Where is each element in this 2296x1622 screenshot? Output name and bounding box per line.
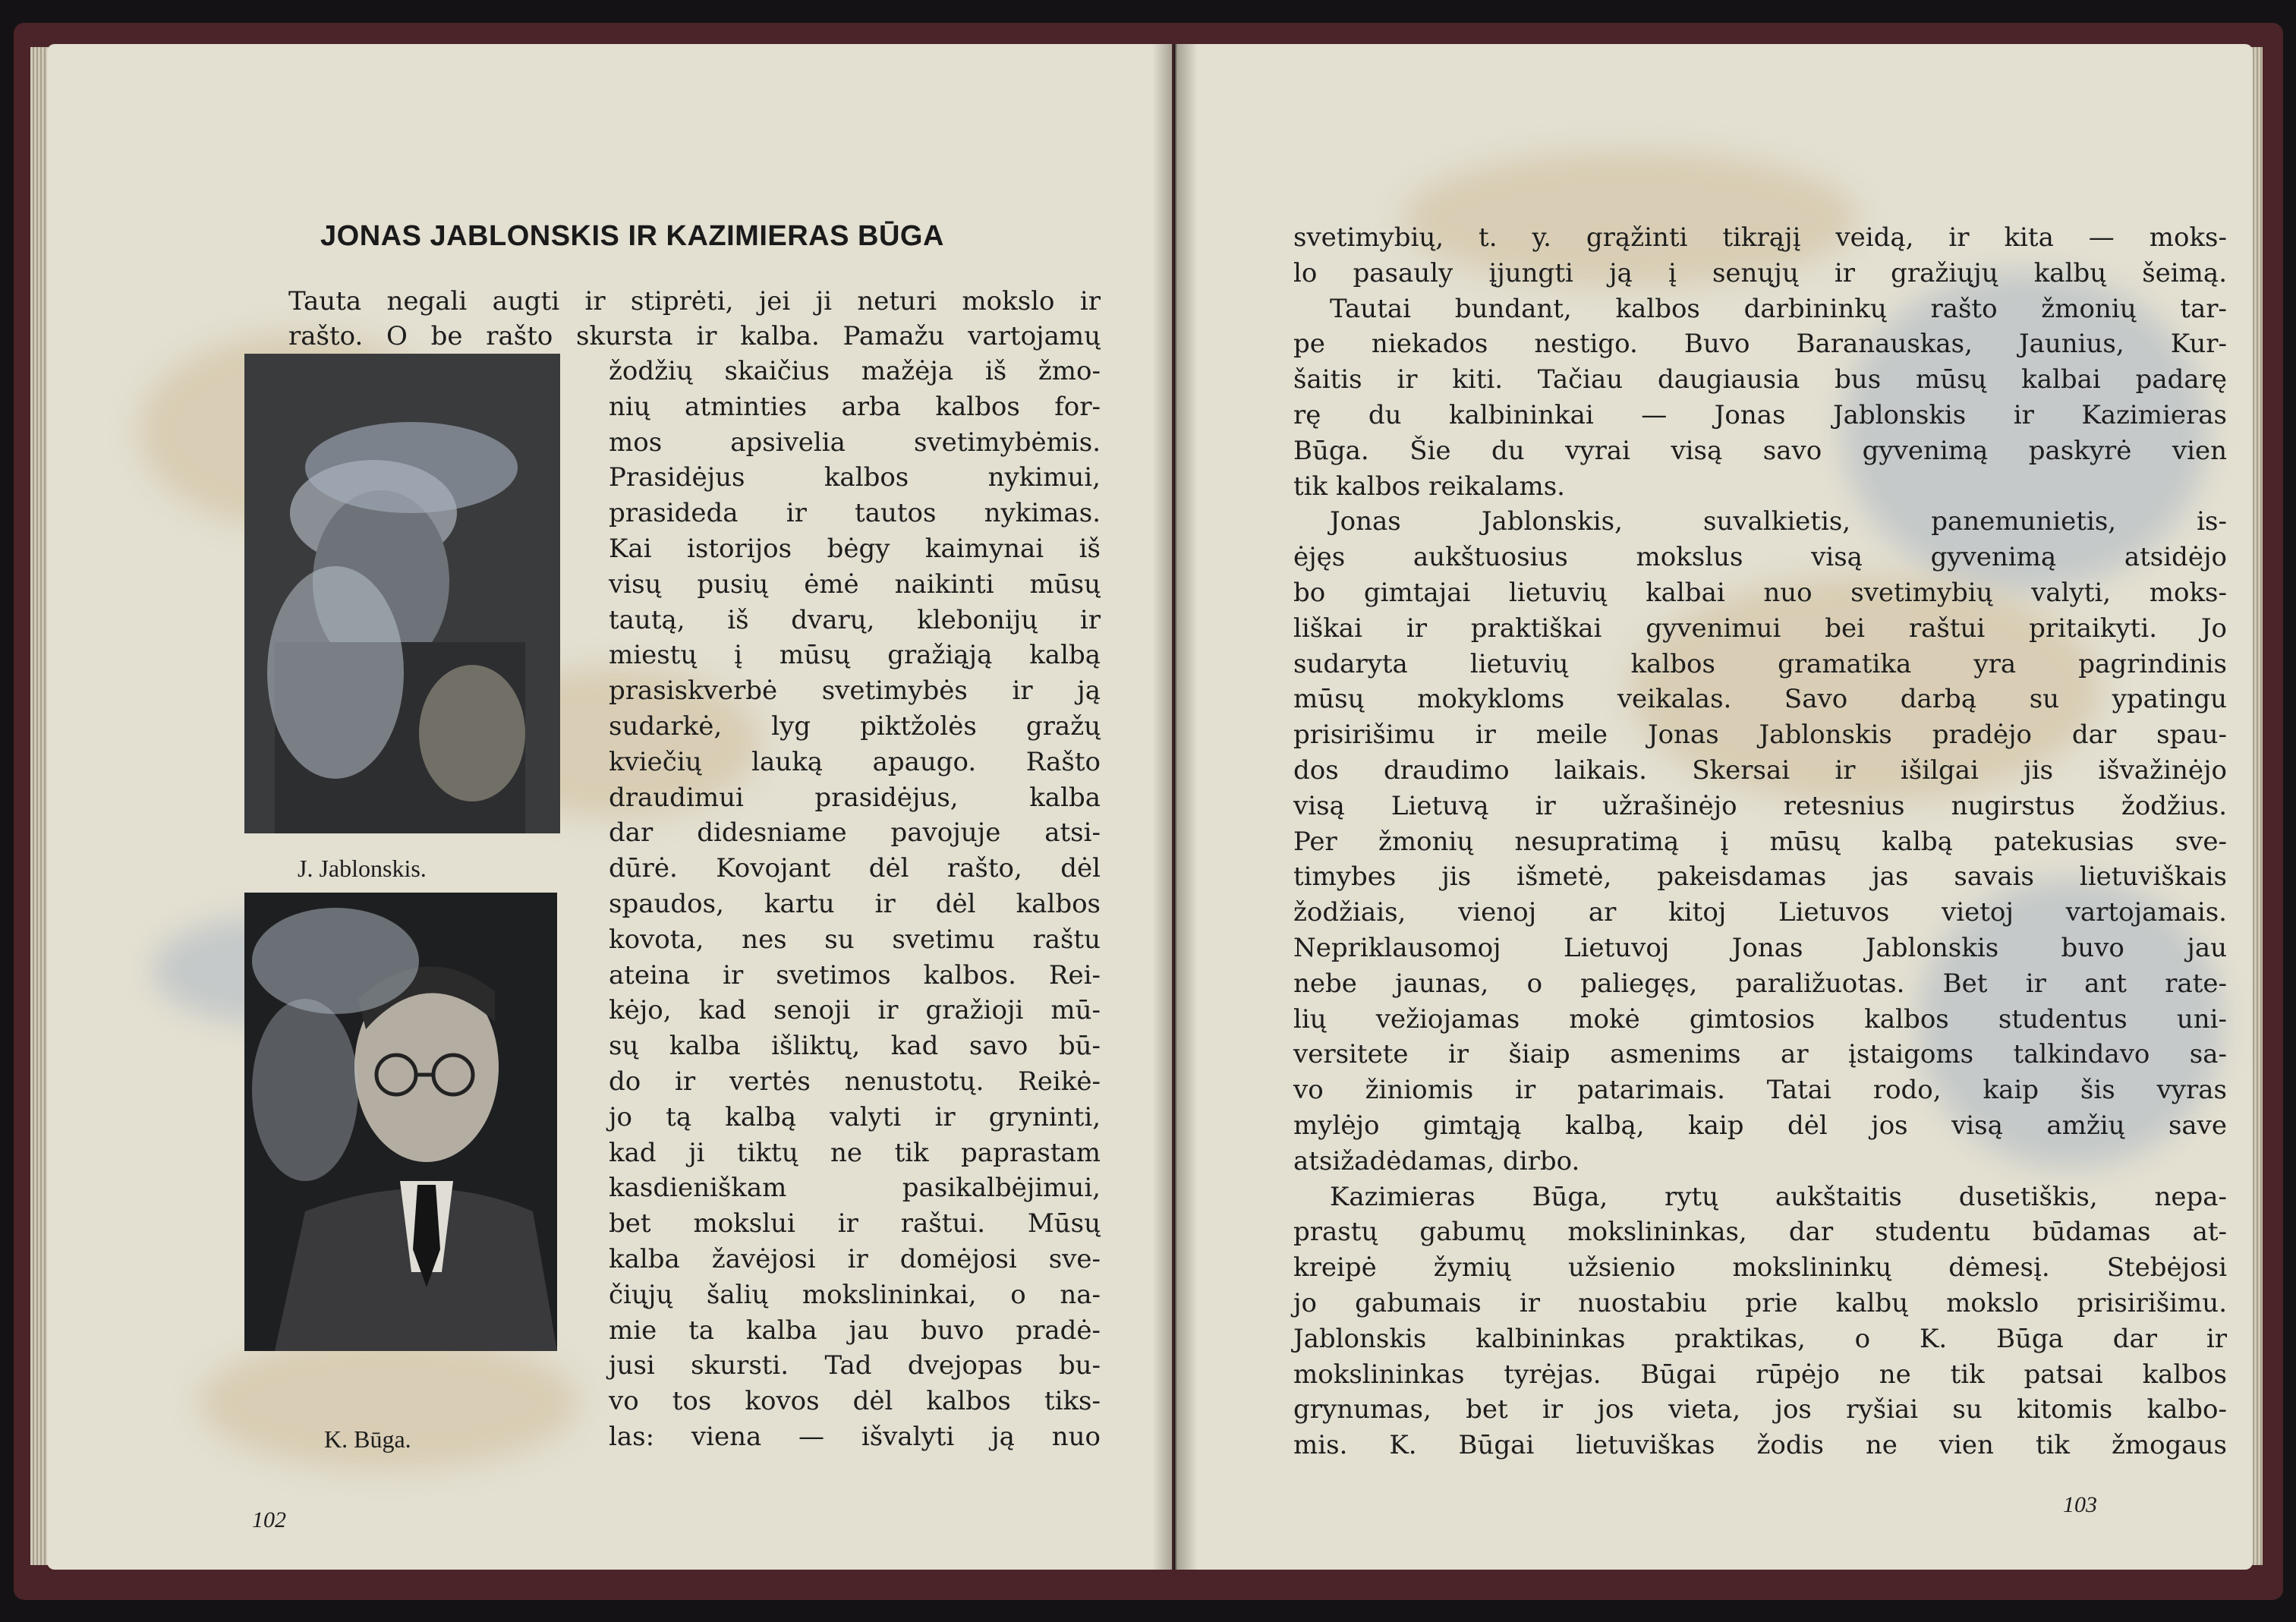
text-line: svetimybių, t. y. grąžinti tikrąjį veidą, ir kita — moks- [1293,222,2227,253]
page-number-left: 102 [252,1507,286,1532]
text-line: kad ji tiktų ne tik paprastam [609,1137,1101,1168]
text-line: mos apsivelia svetimybėmis. [609,427,1101,458]
right-page [1175,44,2253,1570]
text-line: visą Lietuvą ir užrašinėjo retesnius nugirstus žodžius. [1293,790,2227,821]
text-line: jo tą kalbą valyti ir gryninti, [609,1101,1101,1132]
text-line: ėjęs aukštuosius mokslus visą gyvenimą atsidėjo [1293,542,2227,573]
text-line: kalba žavėjosi ir domėjosi sve- [609,1244,1101,1274]
text-line: dūrė. Kovojant dėl rašto, dėl [609,853,1101,884]
caption-jablonskis: J. Jablonskis. [298,855,427,882]
text-line: kasdieniškam pasikalbėjimui, [609,1173,1101,1204]
text-line: sudarkė, lyg piktžolės gražų [609,711,1101,742]
text-line: tik kalbos reikalams. [1293,471,1565,502]
text-line: dar didesniame pavojuje atsi- [609,817,1101,849]
text-line: bet mokslui ir raštui. Mūsų [609,1208,1101,1239]
text-line: do ir vertės nenustotų. Reikė- [609,1066,1101,1097]
portrait-buga [244,893,557,1351]
text-line: rę du kalbininkai — Jonas Jablonskis ir Kazimieras [1293,400,2227,430]
text-line: las: viena — išvalyti ją nuo [609,1422,1101,1452]
text-line: čiųjų šalių mokslininkai, o na- [609,1279,1101,1310]
book-gutter [1152,44,1198,1570]
text-line: draudimui prasidėjus, kalba [609,782,1101,813]
text-line: jo gabumais ir nuostabiu prie kalbų mokslo prisirišimu. [1293,1288,2227,1318]
text-line: mis. K. Būgai lietuviškas žodis ne vien tik žmogaus [1293,1430,2227,1461]
text-line: ateina ir svetimos kalbos. Rei- [609,959,1101,991]
text-line: grynumas, bet ir jos vieta, jos ryšiai su kitomis kalbo- [1293,1394,2227,1425]
text-line: jusi skursti. Tad dvejopas bu- [609,1350,1101,1381]
text-line: vo žiniomis ir patarimais. Tatai rodo, kaip šis vyras [1293,1075,2227,1106]
portrait-jablonskis [244,354,560,833]
text-line: prasiskverbė svetimybės ir ją [609,676,1101,707]
text-line: Prasidėjus kalbos nykimui, [609,462,1101,493]
text-line: kviečių lauką apaugo. Rašto [609,746,1101,777]
text-line: kreipė žymių užsienio mokslininkų dėmesį. Stebėjosi [1293,1252,2227,1283]
text-line: Per žmonių nesupratimą į mūsų kalbą patekusias sve- [1293,826,2227,857]
text-line: Tautai bundant, kalbos darbininkų rašto žmonių tar- [1330,293,2227,324]
text-line: kovota, nes su svetimu raštu [609,924,1101,955]
text-line: Tauta negali augti ir stiprėti, jei ji neturi mokslo ir [288,286,1101,317]
left-page [47,44,1172,1570]
text-line: timybes jis išmetė, pakeisdamas jas savais lietuviškais [1293,861,2227,893]
text-line: žodžių skaičius mažėja iš žmo- [609,356,1101,386]
caption-buga: K. Būga. [324,1425,411,1453]
text-line: prisirišimu ir meile Jonas Jablonskis pradėjo dar spau- [1293,720,2227,751]
text-line: mylėjo gimtąją kalbą, kaip dėl jos visą amžių save [1293,1110,2227,1141]
text-line: Būga. Šie du vyrai visą savo gyvenimą paskyrė vien [1293,435,2227,466]
text-line: prastų gabumų mokslininkas, dar studentu būdamas at- [1293,1217,2227,1248]
text-line: sudaryta lietuvių kalbos gramatika yra pagrindinis [1293,648,2227,679]
text-line: Kazimieras Būga, rytų aukštaitis dusetiškis, nepa- [1330,1181,2227,1212]
text-line: šaitis ir kiti. Tačiau daugiausia bus mūsų kalbai padarę [1293,364,2227,395]
text-line: mūsų mokykloms veikalas. Savo darbą su ypatingu [1293,684,2227,715]
text-line: tautą, iš dvarų, klebonijų ir [609,604,1101,635]
text-line: žodžiais, vienoj ar kitoj Lietuvos vietoj vartojamais. [1293,897,2227,928]
text-line: mie ta kalba jau buvo pradė- [609,1315,1101,1346]
text-line: bo gimtajai lietuvių kalbai nuo svetimybių valyti, moks- [1293,578,2227,608]
text-line: Jonas Jablonskis, suvalkietis, panemunietis, is- [1330,506,2227,537]
text-line: vo tos kovos dėl kalbos tiks- [609,1386,1101,1417]
text-line: miestų į mūsų gražiąją kalbą [609,640,1101,671]
text-line: Kai istorijos bėgy kaimynai iš [609,534,1101,564]
text-line: visų pusių ėmė naikinti mūsų [609,568,1101,600]
text-line: liškai ir praktiškai gyvenimui bei raštui pritaikyti. Jo [1293,613,2227,644]
text-line: nebe jaunas, o paliegęs, paraližuotas. Bet ir ant rate- [1293,968,2227,999]
chapter-title: JONAS JABLONSKIS IR KAZIMIERAS BŪGA [320,220,944,252]
text-line: sų kalba išliktų, kad savo bū- [609,1031,1101,1062]
text-line: prasideda ir tautos nykimas. [609,498,1101,529]
text-line: spaudos, kartu ir dėl kalbos [609,889,1101,919]
text-line: kėjo, kad senoji ir gražioji mū- [609,995,1101,1026]
text-line: pe niekados nestigo. Buvo Baranauskas, Jaunius, Kur- [1293,329,2227,360]
text-line: lo pasauly įjungti ją į senųjų ir gražiųjų kalbų šeimą. [1293,257,2227,288]
page-number-right: 103 [2063,1492,2097,1517]
text-line: nių atminties arba kalbos for- [609,391,1101,422]
text-line: mokslininkas tyrėjas. Būgai rūpėjo ne tik patsai kalbos [1293,1359,2227,1390]
text-line: dos draudimo laikais. Skersai ir išilgai jis išvažinėjo [1293,755,2227,786]
text-line: rašto. O be rašto skursta ir kalba. Pamažu vartojamų [288,321,1101,351]
text-line: lių vežiojamas mokė gimtosios kalbos studentus uni- [1293,1003,2227,1035]
text-line: Nepriklausomoj Lietuvoj Jonas Jablonskis buvo jau [1293,933,2227,963]
text-line: versitete ir šiaip asmenims ar įstaigoms talkindavo sa- [1293,1039,2227,1070]
text-line: Jablonskis kalbininkas praktikas, o K. Būga dar ir [1293,1323,2227,1354]
text-line: atsižadėdamas, dirbo. [1293,1145,1580,1176]
